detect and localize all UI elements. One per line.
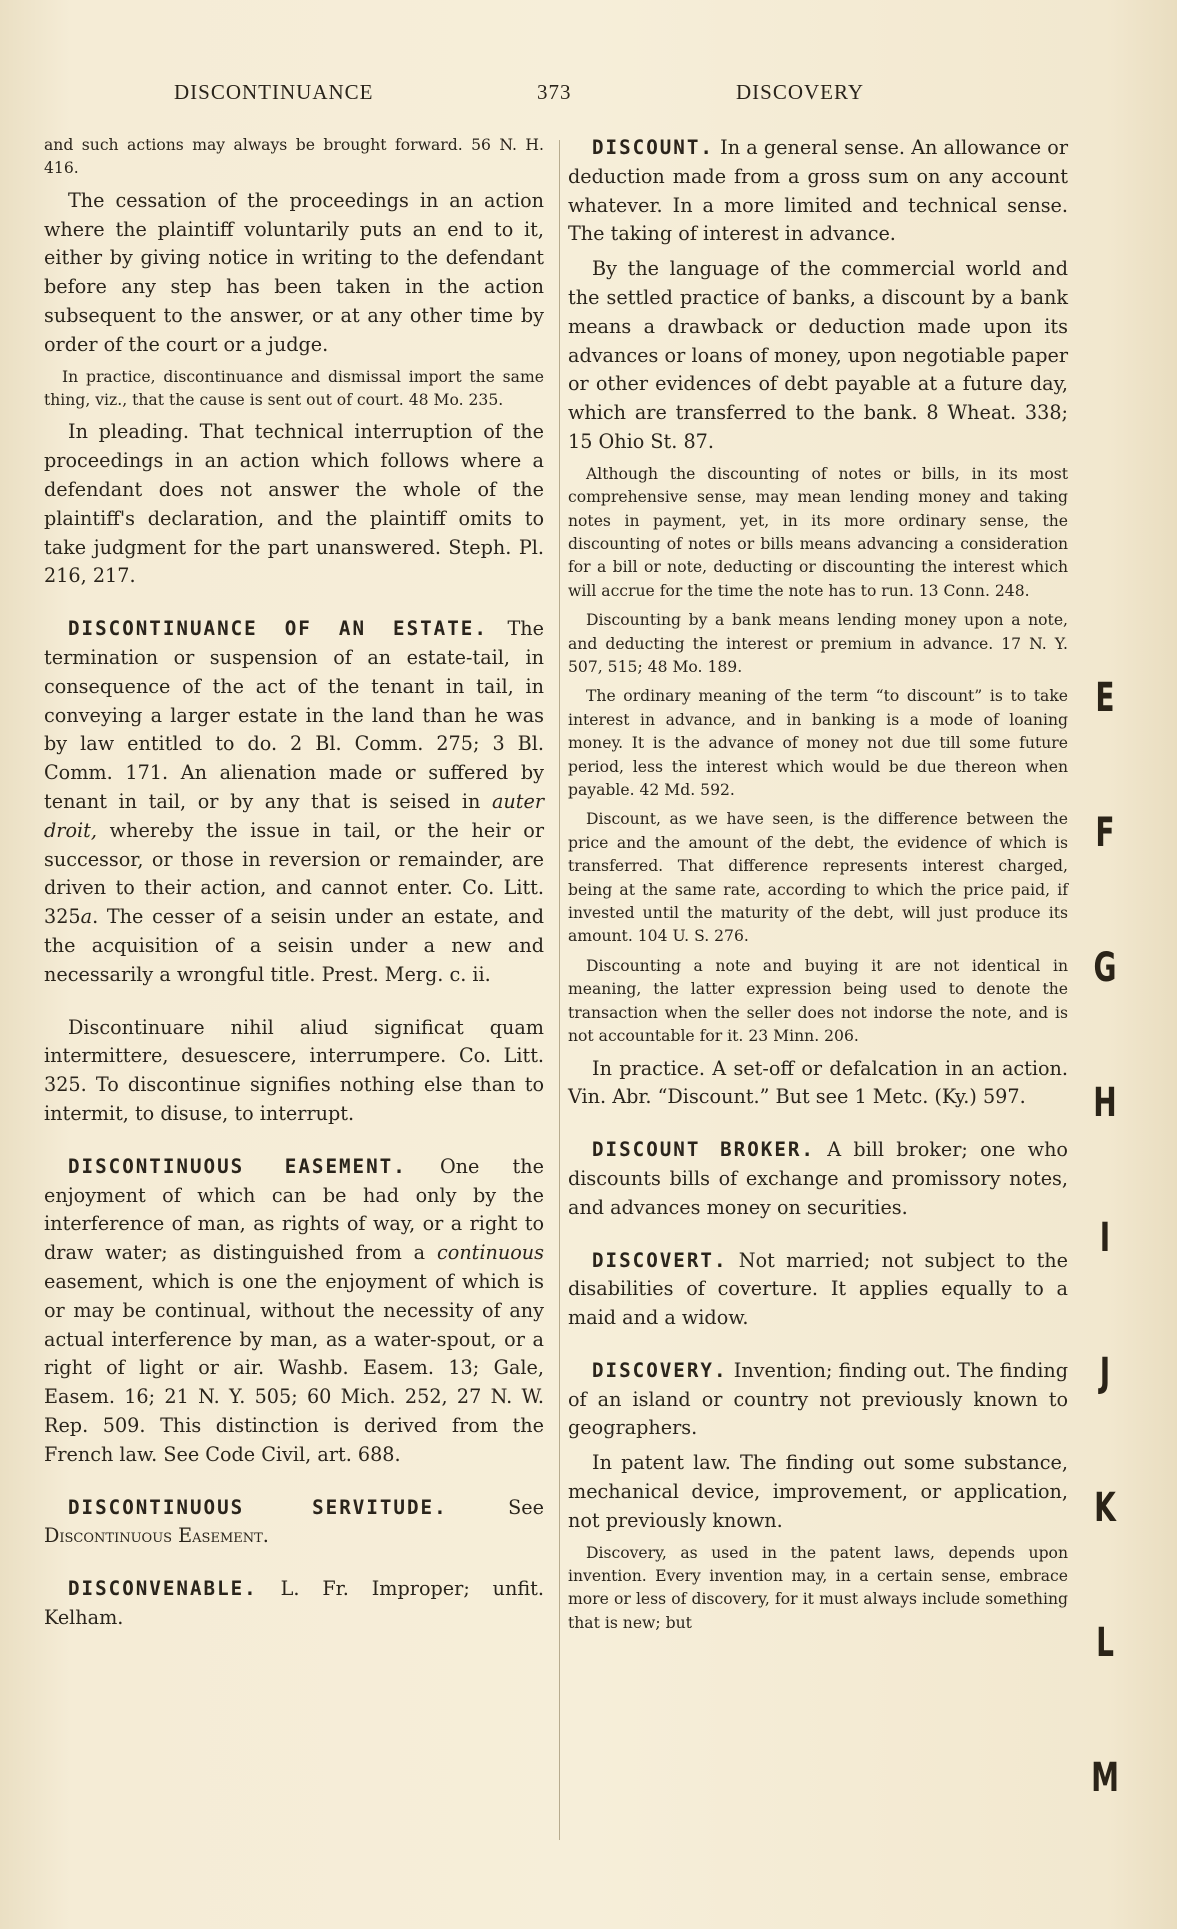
- citation-note: In practice, discontinuance and dismissal import the same thing, viz., that the cause is sent out of court. 48 Mo. 235.: [44, 367, 544, 409]
- entry-headword: DISCONTINUOUS SERVITUDE.: [68, 1495, 448, 1519]
- definition-paragraph: In practice. A set-off or defalcation in an action. Vin. Abr. “Discount.” But see 1 Metc. (Ky.) 597.: [568, 1056, 1068, 1109]
- citation-note: Discounting by a bank means lending money upon a note, and deducting the interest or premium in advance. 17 N. Y. 507, 515; 48 Mo. 189.: [568, 611, 1068, 677]
- right-column: [568, 134, 1068, 1641]
- thumb-index-letter: G: [1093, 945, 1117, 991]
- thumb-index-letter: I: [1099, 1215, 1111, 1261]
- entry-discontinuance-of-an-estate: DISCONTINUANCE OF AN ESTATE. The termination or suspension of an estate-tail, in consequence of the act of the tenant in tail, in conveying a larger estate in the land than he was by law entitled to do. 2 Bl. Comm. 275; 3 Bl. Comm. 171. An alienation made or suffered by tenant in tail, or by any that is seised in auter droit, whereby the issue in tail, or the heir or successor, or those in reversion or remainder, are driven to their action, and cannot enter. Co. Litt. 325a. The cesser of a seisin under an estate, and the acquisition of a seisin under a new and necessarily a wrongful title. Prest. Merg. c. ii.: [44, 617, 544, 986]
- entry-headword: DISCOUNT.: [592, 136, 714, 159]
- entry-disconvenable: DISCONVENABLE. L. Fr. Improper; unfit. Kelham.: [44, 1577, 544, 1629]
- column-divider: [559, 140, 560, 1840]
- entry-headword: DISCOVERT.: [592, 1248, 728, 1272]
- definition-paragraph: The cessation of the proceedings in an action where the plaintiff voluntarily puts an end to it, either by giving notice in writing to the defendant before any step has been taken in the action subsequent to the answer, or at any other time by order of the court or a judge.: [44, 188, 544, 356]
- header-right-guideword: DISCOVERY: [736, 80, 865, 104]
- citation-note: The ordinary meaning of the term “to discount” is to take interest in advance, and in banking is a mode of loaning money. It is the advance of money not due till some future period, less the interest which would be due thereon when payable. 42 Md. 592.: [568, 687, 1068, 800]
- entry-headword: DISCONVENABLE.: [68, 1577, 258, 1601]
- thumb-index-letter: J: [1099, 1350, 1111, 1396]
- citation-note: Discounting a note and buying it are not identical in meaning, the latter expression being used to denote the transaction when the seller does not indorse the note, and is not accountable for it. 23 Minn. 206.: [568, 956, 1068, 1046]
- thumb-index-letter: F: [1095, 810, 1115, 856]
- cross-reference: Discontinuous Easement.: [44, 1524, 269, 1548]
- entry-discontinuous-easement: DISCONTINUOUS EASEMENT. One the enjoyment of which can be had only by the interference of man, as rights of way, or a right to draw water; as distinguished from a continuous easement, which is one the enjoyment of which is or may be continual, without the necessity of any actual interference by man, as a water-spout, or a right of light or air. Washb. Easem. 13; Gale, Easem. 16; 21 N. Y. 505; 60 Mich. 252, 27 N. W. Rep. 509. This distinction is derived from the French law. See Code Civil, art. 688.: [44, 1154, 544, 1466]
- left-column: [44, 134, 544, 1639]
- definition-paragraph: In pleading. That technical interruption of the proceedings in an action which follows where a defendant does not answer the whole of the plaintiff's declaration, and the plaintiff omits to take judgment for the part unanswered. Steph. Pl. 216, 217.: [44, 420, 544, 588]
- entry-headword: DISCOUNT BROKER.: [592, 1138, 815, 1162]
- page-number: 373: [537, 80, 572, 104]
- thumb-index-letter: H: [1093, 1080, 1117, 1126]
- entry-discontinuous-servitude: DISCONTINUOUS SERVITUDE. See Discontinuous Easement.: [44, 1495, 544, 1548]
- thumb-index-letter: K: [1094, 1485, 1116, 1531]
- citation-note: Discount, as we have seen, is the difference between the price and the amount of the debt, the evidence of which is transferred. That difference represents interest charged, being at the same rate, according to which the price paid, if invested until the maturity of the debt, will just produce its amount. 104 U. S. 276.: [568, 810, 1068, 946]
- citation-note: Discovery, as used in the patent laws, depends upon invention. Every invention may, in a certain sense, embrace more or less of discovery, for it must always include something that is new; but: [568, 1543, 1068, 1632]
- thumb-index-letter: M: [1091, 1755, 1119, 1801]
- entry-headword: DISCONTINUOUS EASEMENT.: [68, 1154, 407, 1178]
- running-header: [40, 80, 920, 110]
- citation-note: Although the discounting of notes or bills, in its most comprehensive sense, may mean lending money and taking notes in payment, yet, in its more ordinary sense, the discounting of notes or bills means advancing a consideration for a bill or note, deducting or discounting the interest which will accrue for the time the note has to run. 13 Conn. 248.: [568, 464, 1068, 600]
- entry-discount: DISCOUNT. In a general sense. An allowance or deduction made from a gross sum on any account whatever. In a more limited and technical sense. The taking of interest in advance.: [568, 136, 1068, 246]
- entry-discovery: DISCOVERY. Invention; finding out. The finding of an island or country not previously known to geographers.: [568, 1358, 1068, 1440]
- entry-discovert: DISCOVERT. Not married; not subject to the disabilities of coverture. It applies equally to a maid and a widow.: [568, 1248, 1068, 1330]
- entry-continuation: and such actions may always be brought forward. 56 N. H. 416.: [44, 136, 544, 178]
- thumb-index-letter: L: [1096, 1620, 1114, 1666]
- entry-discount-broker: DISCOUNT BROKER. A bill broker; one who discounts bills of exchange and promissory notes, and advances money on securities.: [568, 1138, 1068, 1219]
- header-left-guideword: DISCONTINUANCE: [174, 80, 374, 104]
- definition-paragraph: By the language of the commercial world and the settled practice of banks, a discount by a bank means a drawback or deduction made upon its advances or loans of money, upon negotiable paper or other evidences of debt payable at a future day, which are transferred to the bank. 8 Wheat. 338; 15 Ohio St. 87.: [568, 257, 1068, 453]
- entry-headword: DISCOVERY.: [592, 1358, 728, 1382]
- latin-maxim: Discontinuare nihil aliud significat quam intermittere, desuescere, interrumpere. Co. Litt. 325. To discontinue signifies nothing else than to intermit, to disuse, to interrupt.: [44, 1015, 544, 1125]
- definition-paragraph: In patent law. The finding out some substance, mechanical device, improvement, or application, not previously known.: [568, 1451, 1068, 1532]
- thumb-index-letter: E: [1095, 675, 1115, 721]
- entry-headword: DISCONTINUANCE OF AN ESTATE.: [68, 617, 488, 641]
